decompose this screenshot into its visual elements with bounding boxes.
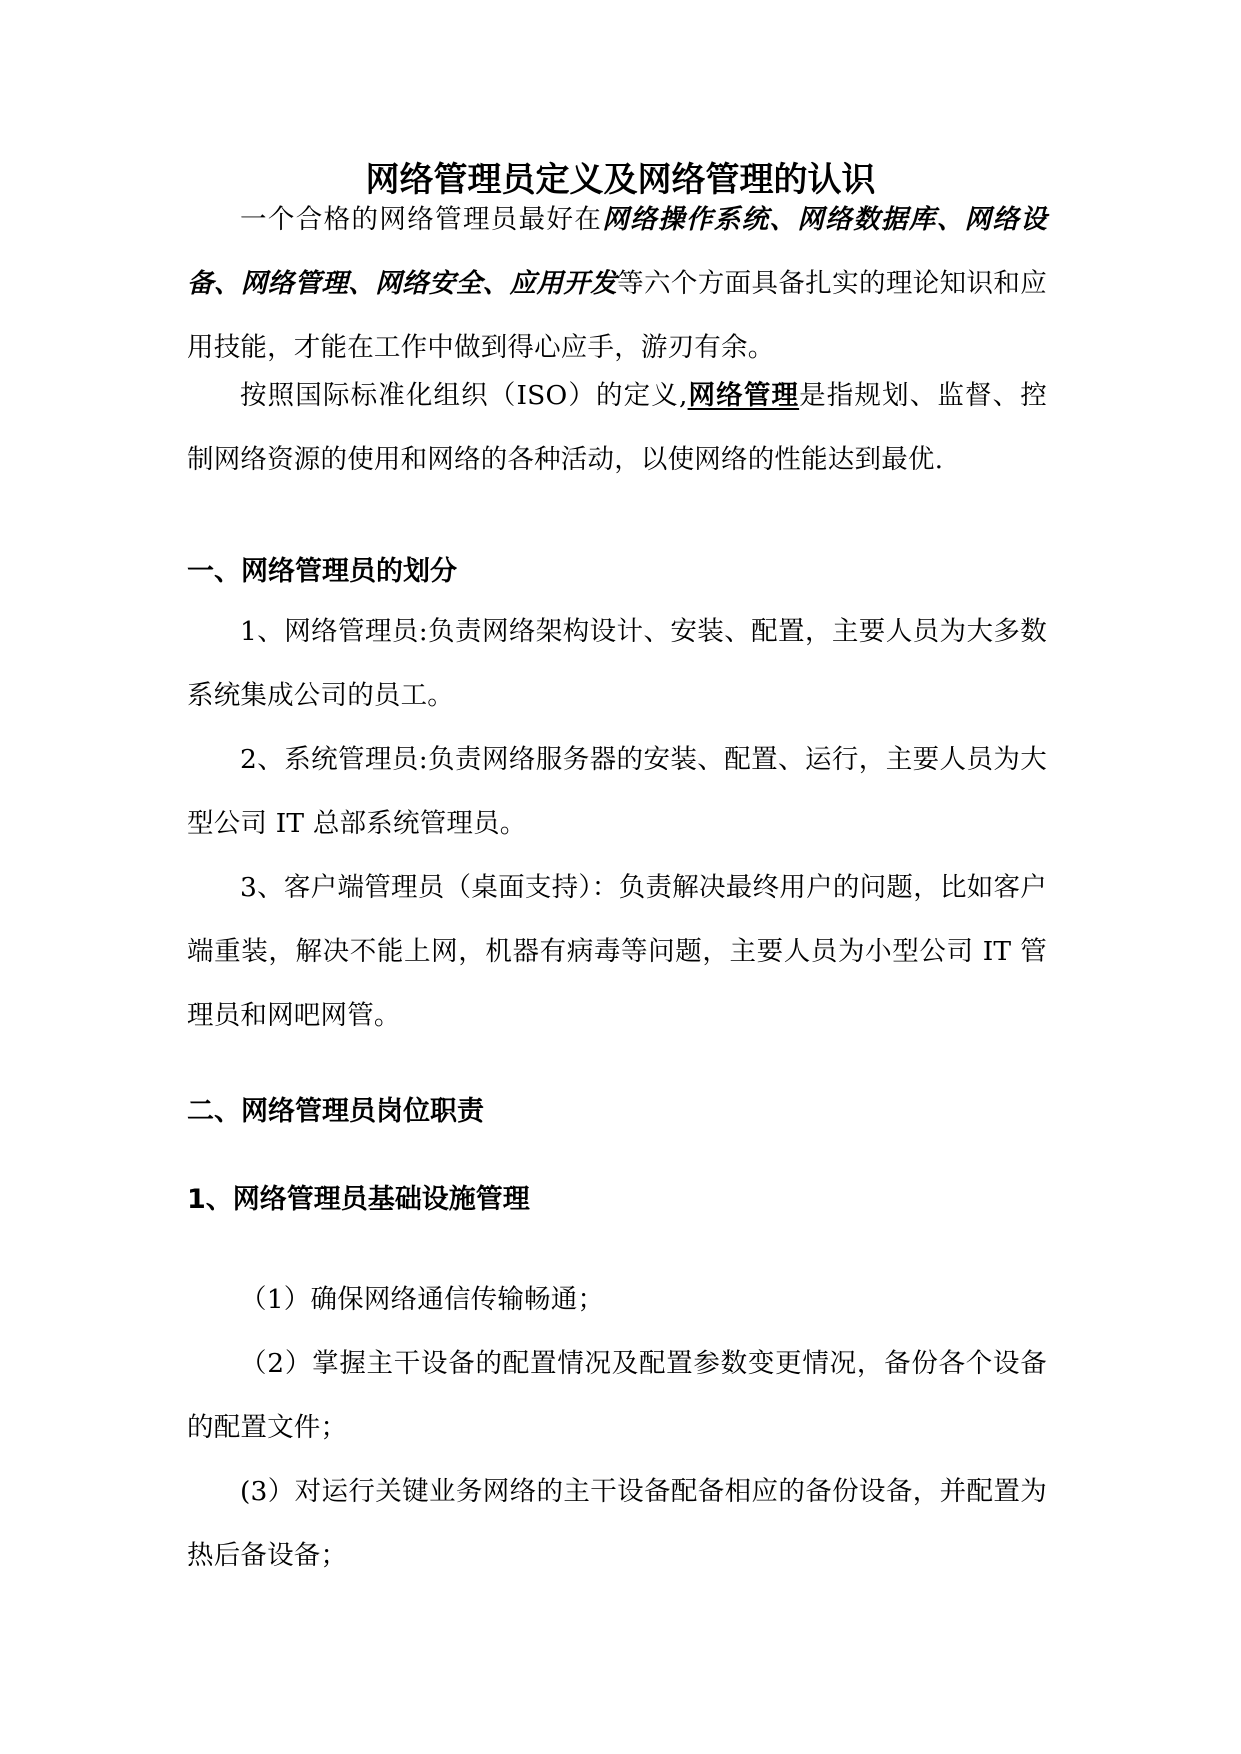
duty-item-2: （2）掌握主干设备的配置情况及配置参数变更情况，备份各个设备的配置文件； <box>187 1348 1047 1443</box>
intro-paragraph-1 <box>187 188 1047 380</box>
role-item-3: 3、客户端管理员（桌面支持）：负责解决最终用户的问题，比如客户端重装，解决不能上网，机器有病毒等问题，主要人员为小型公司 IT 管理员和网吧网管。 <box>187 872 1047 1031</box>
intro-p1-after: 等六个方面具备扎实的理论知识和应用技能，才能在工作中做到得心应手，游刃有余。 <box>187 268 1048 363</box>
section-2-heading: 二、网络管理员岗位职责 <box>187 1096 484 1127</box>
intro-p2-after: 是指规划、监督、控制网络资源的使用和网络的各种活动，以使网络的性能达到最优. <box>187 380 1047 475</box>
duty-item-1: （1）确保网络通信传输畅通； <box>240 1284 605 1315</box>
document-title: 网络管理员定义及网络管理的认识 <box>365 160 876 200</box>
network-management-term: 网络管理 <box>687 380 800 411</box>
intro-p1-emphasis: 网络操作系统、网络数据库、网络设备、网络管理、网络安全、应用开发 <box>187 204 1047 299</box>
role-item-2: 2、系统管理员:负责网络服务器的安装、配置、运行，主要人员为大型公司 IT 总部系统管理员。 <box>187 744 1047 839</box>
section-1-heading: 一、网络管理员的划分 <box>187 556 457 587</box>
intro-p2-before: 按照国际标准化组织（ISO）的定义, <box>240 380 688 411</box>
intro-p1-before: 一个合格的网络管理员最好在 <box>240 204 603 235</box>
intro-paragraph-2 <box>187 364 1047 492</box>
role-item-1: 1、网络管理员:负责网络架构设计、安装、配置，主要人员为大多数系统集成公司的员工。 <box>187 616 1047 711</box>
duty-item-3: (3）对运行关键业务网络的主干设备配备相应的备份设备，并配置为热后备设备； <box>187 1476 1047 1571</box>
section-2-subheading: 1、网络管理员基础设施管理 <box>187 1184 530 1215</box>
